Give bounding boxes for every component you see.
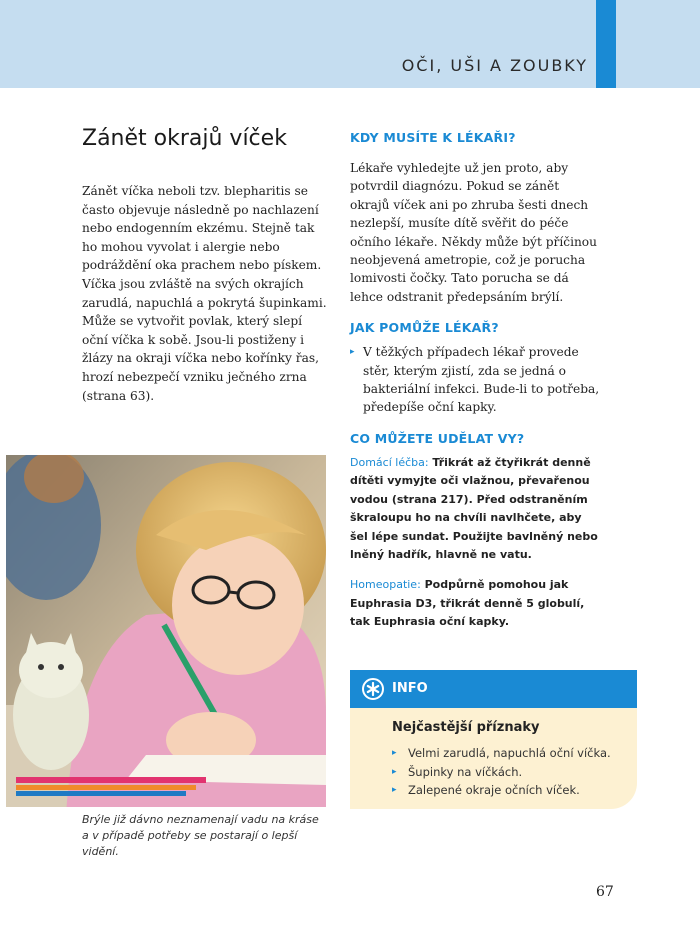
doctor-help-text: V těžkých případech lékař provede stěr, kterým zjistí, zda se jedná o bakteriální infekci. Bude-li to potřeba, předepíše oční kapky. <box>363 345 600 415</box>
symptom-item: ▸ Šupinky na víčkách. <box>392 763 611 782</box>
homeopathy-text: Podpůrně pomohou jak Euphrasia D3, třikrát denně 5 globulí, tak Euphrasia oční kapky. <box>350 578 585 629</box>
info-subtitle: Nejčastější příznaky <box>392 720 540 735</box>
home-treatment-paragraph <box>350 454 600 564</box>
when-doctor-text: Lékaře vyhledejte už jen proto, aby potvrdil diagnózu. Pokud se zánět okrajů víček ani po zhruba šesti dnech nezlepší, musíte dítě svěřit do péče očního lékaře. Někdy může být příčinou neobjevená ametropie, což je porucha lomivosti čočky. Tato porucha se dá lehce odstranit předepsáním brýlí. <box>350 161 597 304</box>
info-header <box>350 670 637 708</box>
symptom-item: ▸ Velmi zarudlá, napuchlá oční víčka. <box>392 744 611 763</box>
bullet-arrow-icon: ▸ <box>392 785 397 795</box>
info-label: INFO <box>392 681 428 696</box>
asterisk-icon <box>362 678 384 700</box>
photo-caption: Brýle již dávno neznamenají vadu na kráse a v případě potřeby se postarají o lepší vidění. <box>82 813 319 858</box>
section-heading-you-can-do: CO MŮŽETE UDĚLAT VY? <box>350 430 525 446</box>
bullet-arrow-icon: ▸ <box>350 347 355 358</box>
home-treatment-text: Třikrát až čtyřikrát denně dítěti vymyjte oči vlažnou, převařenou vodou (strana 217). Před odstraněním škraloupu ho na chvíli navlhčete, aby šel lépe sundat. Použijte bavlněný nebo lněný hadřík, hlavně ne vatu. <box>350 455 598 561</box>
chapter-title: OČI, UŠI A ZOUBKY <box>401 56 588 75</box>
home-treatment-label: Domácí léčba: <box>350 455 429 469</box>
header-accent-bar <box>596 0 616 88</box>
section-heading-when-doctor: KDY MUSÍTE K LÉKAŘI? <box>350 130 516 145</box>
page-number: 67 <box>596 884 614 900</box>
article-body: Zánět víčka neboli tzv. blepharitis se často objevuje následně po nachlazení nebo endogenním ekzému. Stejně tak ho mohou vyvolat i alergie nebo podráždění oka prachem nebo pískem. Víčka jsou zvláště na svých okrajích zarudlá, napuchlá a pokrytá šupinkami. Může se vytvořit povlak, který slepí oční víčka k sobě. Jsou-li postiženy i žlázy na okraji víčka nebo kořínky řas, hrozí nebezpečí vzniku ječného zrna (strana 63). <box>82 184 327 403</box>
symptom-item: ▸ Zalepené okraje očních víček. <box>392 781 611 800</box>
section-heading-doctor-help: JAK POMŮŽE LÉKAŘ? <box>350 320 499 336</box>
homeopathy-paragraph <box>350 576 600 631</box>
right-column <box>350 126 600 632</box>
info-box <box>350 670 637 809</box>
symptom-list <box>392 744 611 800</box>
doctor-help-item <box>350 343 600 417</box>
bullet-arrow-icon: ▸ <box>392 766 397 777</box>
child-drawing-photo <box>6 455 326 807</box>
homeopathy-label: Homeopatie: <box>350 578 421 592</box>
bullet-arrow-icon: ▸ <box>392 748 397 758</box>
header-band <box>0 0 700 88</box>
article-title: Zánět okrajů víček <box>82 126 287 151</box>
